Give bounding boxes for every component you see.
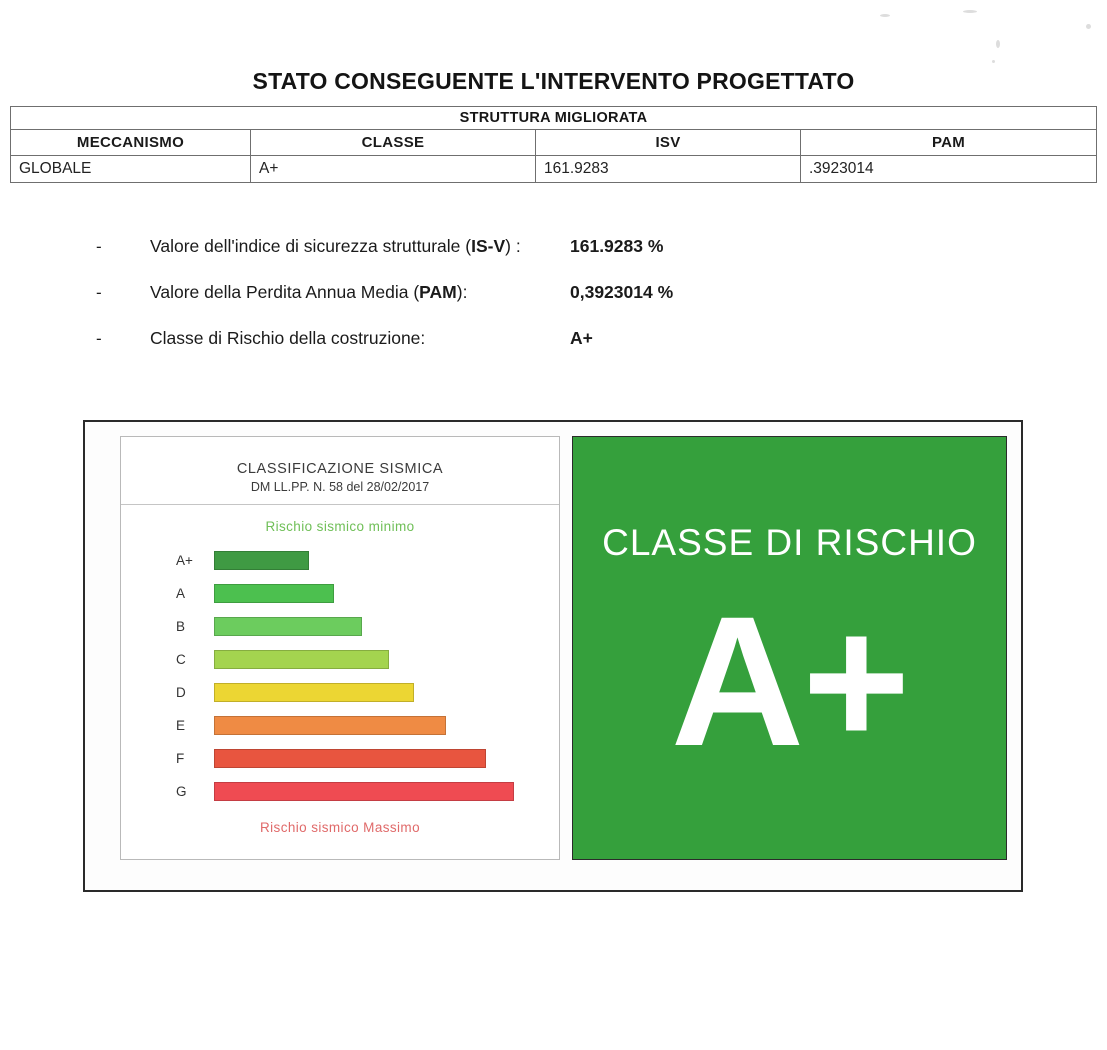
table-header-classe: CLASSE xyxy=(251,130,536,155)
results-table xyxy=(10,106,1097,183)
chart-bar-row xyxy=(121,742,559,775)
chart-subtitle: DM LL.PP. N. 58 del 28/02/2017 xyxy=(121,477,559,505)
list-item xyxy=(96,236,996,282)
cell-pam: .3923014 xyxy=(809,160,874,177)
table-header-row xyxy=(11,130,1096,156)
list-item xyxy=(96,282,996,328)
bar-g xyxy=(214,782,514,801)
bar-b xyxy=(214,617,362,636)
badge-caption: CLASSE DI RISCHIO xyxy=(602,522,977,563)
bar-f xyxy=(214,749,486,768)
list-item-label xyxy=(150,236,570,257)
scan-speckle xyxy=(992,60,995,63)
chart-bar-row xyxy=(121,676,559,709)
table-header-isv: ISV xyxy=(536,130,801,155)
list-item-label xyxy=(150,282,570,303)
bar-d xyxy=(214,683,414,702)
table-subtitle: STRUTTURA MIGLIORATA xyxy=(11,107,1096,130)
summary-list xyxy=(96,236,996,374)
page-title: STATO CONSEGUENTE L'INTERVENTO PROGETTATO xyxy=(252,68,855,94)
badge-class-value: A+ xyxy=(670,579,909,785)
chart-bar-row xyxy=(121,643,559,676)
label-pre: Valore dell'indice di sicurezza strutturale ( xyxy=(150,236,472,256)
bar-label: B xyxy=(176,619,186,634)
cell-classe: A+ xyxy=(251,156,536,182)
chart-bar-row xyxy=(121,610,559,643)
bar-a xyxy=(214,584,334,603)
scan-speckle xyxy=(963,10,977,13)
label-pre: Classe di Rischio della costruzione: xyxy=(150,328,426,348)
table-header-meccanismo: MECCANISMO xyxy=(11,130,251,155)
chart-bar-row xyxy=(121,544,559,577)
risk-class-badge xyxy=(572,436,1007,860)
bar-c xyxy=(214,650,389,669)
list-item-label xyxy=(150,328,570,349)
bar-label: E xyxy=(176,718,186,733)
label-pre: Valore della Perdita Annua Media ( xyxy=(150,282,420,302)
chart-bars xyxy=(121,534,559,808)
label-bold: IS-V xyxy=(471,236,506,256)
cell-isv: 161.9283 xyxy=(536,156,801,182)
list-item-value: 0,3923014 % xyxy=(570,282,674,302)
chart-max-label: Rischio sismico Massimo xyxy=(260,820,420,835)
label-post: ) : xyxy=(505,236,521,256)
chart-bar-row xyxy=(121,775,559,808)
bar-a-plus xyxy=(214,551,309,570)
list-item-value: 161.9283 % xyxy=(570,236,664,256)
bullet-dash: - xyxy=(96,237,102,256)
chart-min-label: Rischio sismico minimo xyxy=(265,519,415,534)
label-bold: PAM xyxy=(419,282,457,302)
risk-class-figure xyxy=(83,420,1023,892)
list-item xyxy=(96,328,996,374)
list-item-value: A+ xyxy=(570,328,593,348)
table-row xyxy=(11,156,1096,183)
scan-speckle xyxy=(996,40,1000,48)
label-post: ): xyxy=(456,282,468,302)
seismic-classification-chart xyxy=(120,436,560,860)
scan-speckle xyxy=(1086,24,1091,29)
bar-label: F xyxy=(176,751,185,766)
cell-meccanismo: GLOBALE xyxy=(11,156,251,182)
bar-label: A xyxy=(176,586,186,601)
bar-label: D xyxy=(176,685,186,700)
bullet-dash: - xyxy=(96,329,102,348)
table-header-pam: PAM xyxy=(931,134,966,151)
bar-label: C xyxy=(176,652,186,667)
scan-speckle xyxy=(880,14,890,17)
chart-bar-row xyxy=(121,577,559,610)
bullet-dash: - xyxy=(96,283,102,302)
bar-label: A+ xyxy=(176,553,193,568)
bar-label: G xyxy=(176,784,187,799)
chart-title: CLASSIFICAZIONE SISMICA xyxy=(236,461,444,477)
bar-e xyxy=(214,716,446,735)
chart-bar-row xyxy=(121,709,559,742)
